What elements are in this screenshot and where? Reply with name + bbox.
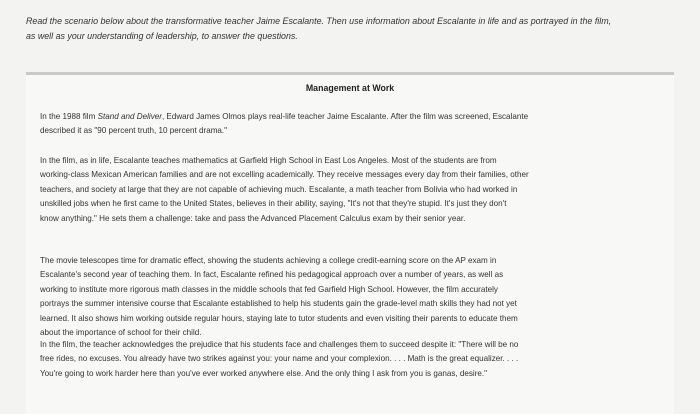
paragraph-2-line: teachers, and society at large that they are not capable of achieving much. Escalante, a math teacher from Bolivia who had worked in — [40, 184, 518, 194]
paragraph-3-line: about the importance of school for their child. — [40, 328, 202, 338]
paragraph-4-line: In the film, the teacher acknowledges the prejudice that his students face and challenges them to succeed despite it: "There will be no — [40, 340, 519, 349]
paragraph-2 — [40, 154, 670, 226]
paragraph-2-line: know anything." He sets them a challenge: take and pass the Advanced Placement Calculus exam by their senior year. — [40, 213, 466, 223]
instructions — [26, 14, 686, 44]
paragraph-4-line: free rides, no excuses. You already have two strikes against you: your name and your complexion. . . . Math is the great equalizer. . . . — [40, 354, 519, 364]
paragraph-3-line: Escalante's second year of teaching them. In fact, Escalante refined his pedagogical approach over a number of years, as well as — [40, 270, 504, 280]
paragraph-1-line-1 — [40, 110, 670, 124]
p1-pre: In the 1988 film — [40, 112, 98, 121]
p1-rest: , Edward James Olmos plays real-life teacher Jaime Escalante. After the film was screened, Escalante — [161, 112, 529, 121]
paragraph-2-line: unskilled jobs when he first came to the United States, believes in their ability, saying, "It's not that they're stupid. It's just they don't — [40, 199, 507, 209]
paragraph-2-line: working-class Mexican American families and are not excelling academically. They receive messages every day from their families, other — [40, 170, 529, 180]
paragraph-3-line: The movie telescopes time for dramatic effect, showing the students achieving a college credit-earning score on the AP exam in — [40, 256, 497, 265]
paragraph-1 — [40, 110, 670, 139]
paragraph-3-line: portrays the summer intensive course that Escalante established to help his students gain the grade-level math skills they had not yet — [40, 299, 517, 309]
instructions-line-1: Read the scenario below about the transformative teacher Jaime Escalante. Then use information about Escalante in life and as portrayed in the film, — [26, 16, 612, 26]
paragraph-3 — [40, 254, 670, 340]
paragraph-3-line: working to institute more rigorous math classes in the middle schools that fed Garfield High School. However, the film accurately — [40, 284, 498, 294]
film-title: Stand and Deliver — [97, 112, 162, 121]
paragraph-2-line: In the film, as in life, Escalante teaches mathematics at Garfield High School in East Los Angeles. Most of the students are from — [40, 156, 497, 165]
paragraph-3-line: learned. It also shows him working outside regular hours, staying late to tutor students and even visiting their parents to educate them — [40, 313, 518, 323]
instructions-line-2: as well as your understanding of leadership, to answer the questions. — [26, 31, 298, 41]
article-title: Management at Work — [305, 83, 395, 93]
paragraph-4-line: You're going to work harder here than you've ever worked anywhere else. And the only thing I ask from you is ganas, desire." — [40, 368, 488, 378]
paragraph-4 — [40, 338, 670, 381]
paragraph-1-line-2: described it as "90 percent truth, 10 percent drama." — [40, 126, 228, 136]
article-card — [26, 75, 674, 414]
